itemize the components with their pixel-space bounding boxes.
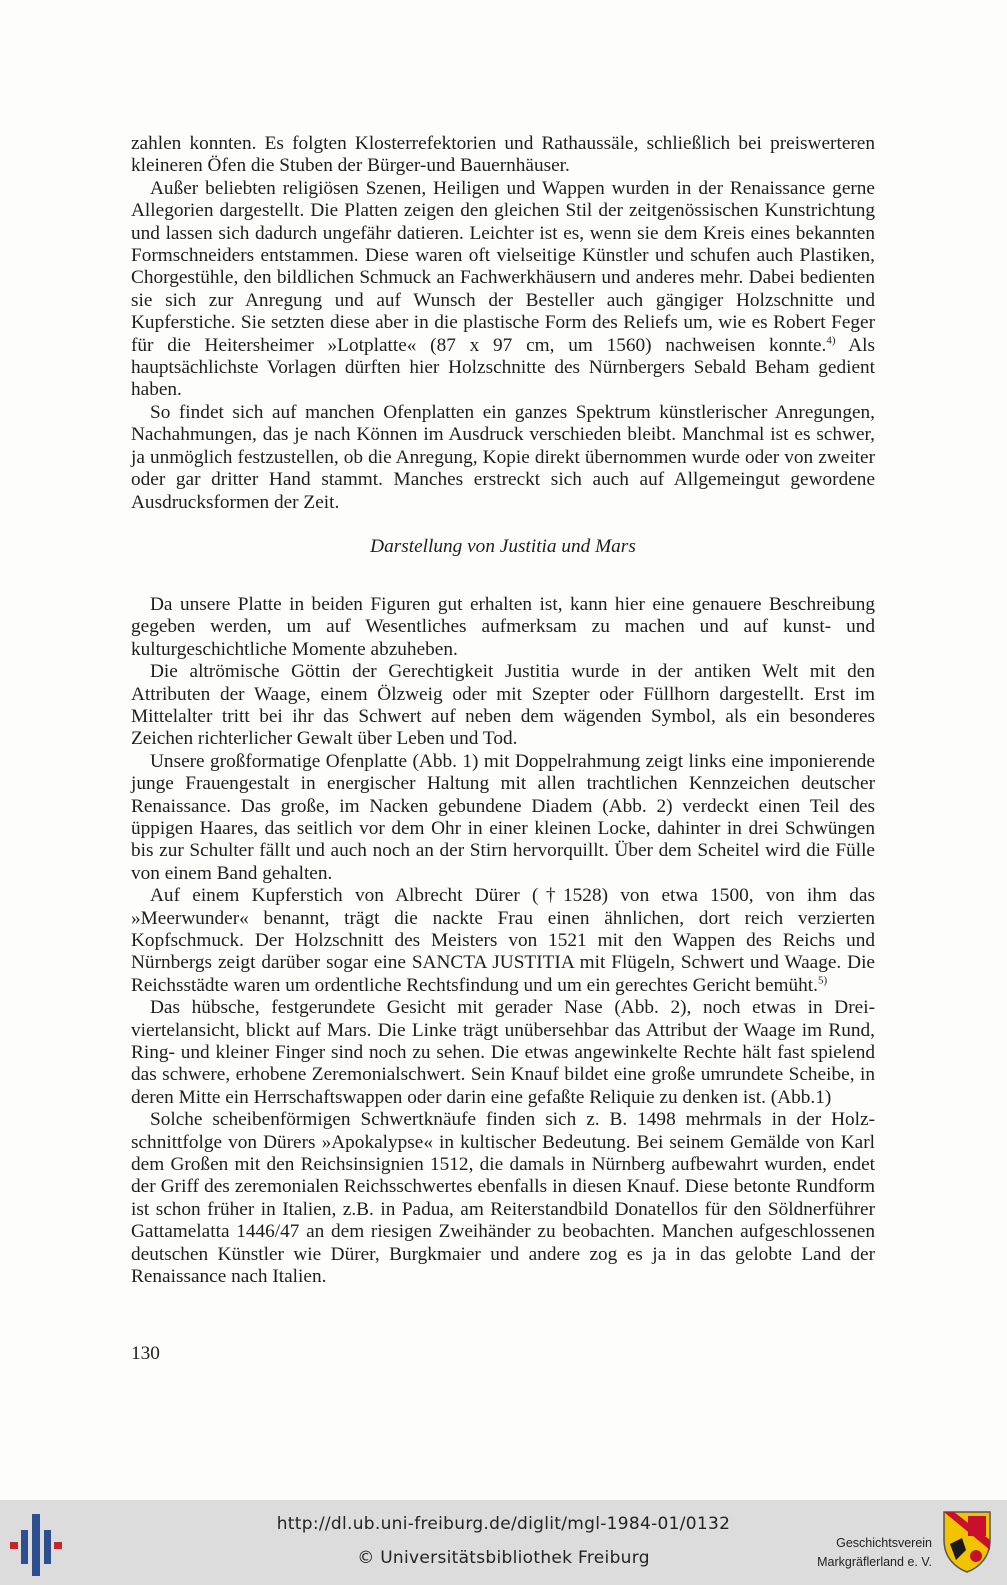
paragraph-text: Außer beliebten religiösen Szenen, Heiligen und Wappen wurden in der Renaissance gerne Allegorien dargestellt. Die Platten zeigen den gleichen Stil der zeitgenössischen Kunstrichtung und lassen sich dadurch ungefähr datieren. Leichter ist es, wenn sie dem Kreis eines bekannten Formschneiders entstammen. Diese waren oft vielseitige Künstler und schufen auch Plastiken, Chorgestühle, den bildlichen Schmuck an Fachwerkhäusern und anderes mehr. Dabei bedienten sie sich zur Anregung und auf Wunsch der Besteller auch gängiger Holzschnitte und Kupferstiche. Sie setzten diese aber in die plastische Form des Reliefs um, wie es Robert Feger für die Heitersheimer »Lotplatte« (87 x 97 cm, um 1560) nachweisen konnte. <box>131 177 875 356</box>
copyright-notice: © Universitätsbibliothek Freiburg <box>357 1548 650 1568</box>
society-name <box>812 1534 932 1572</box>
paragraph: Unsere großformatige Ofenplatte (Abb. 1) mit Doppelrahmung zeigt links eine imponierende junge Frauengestalt in energischer Haltung mit allen trachtlichen Kennzeichen deutscher Renaissance. Das große, im Nacken gebundene Diadem (Abb. 2) verdeckt einen Teil des üppigen Haares, das seitlich vor dem Ohr in einer kleinen Locke, dahinter in drei Schwüngen bis zur Schulter fällt und auch noch an der Stirn hervorquillt. Über dem Scheitel wird die Fülle von einem Band gehalten. <box>131 750 875 884</box>
section-heading: Darstellung von Justitia und Mars <box>370 535 636 557</box>
paragraph-text: Auf einem Kupferstich von Albrecht Dürer (†1528) von etwa 1500, von ihm das »Meerwunder« benannt, trägt die nackte Frau einen ähnlichen, dort reich verzierten Kopfschmuck. Der Holzschnitt des Meisters von 1521 mit den Wappen des Reichs und Nürnbergs zeigt darüber sogar eine SANCTA JUSTITIA mit Flügeln, Schwert und Waage. Die Reichsstädte waren um ordentliche Rechtsfindung und um ein gerechtes Gericht bemüht. <box>131 885 875 996</box>
paragraph: Solche scheibenförmigen Schwertknäufe finden sich z. B. 1498 mehrmals in der Holzschnittfolge von Dürers »Apokalypse« in kultischer Bedeutung. Bei seinem Gemälde von Karl dem Großen mit den Reichsinsignien 1512, die damals in Nürnberg aufbewahrt wurden, endet der Griff des zeremonialen Reichsschwertes ebenfalls in diesen Knauf. Diese betonte Rundform ist schon früher in Italien, z.B. in Padua, am Reiterstandbild Donatellos für den Söldnerführer Gattamelatta 1446/47 an dem riesigen Zweihänder zu beobachten. Manchen aufgeschlossenen deutschen Künstler wie Dürer, Burgkmaier und andere zog es ja in das gelobte Land der Renaissance nach Italien. <box>131 1109 875 1288</box>
footnote-ref: 5) <box>817 974 828 987</box>
coat-of-arms-icon <box>942 1510 992 1579</box>
page-number: 130 <box>131 1343 160 1364</box>
paragraph: zahlen konnten. Es folgten Klosterrefektorien und Rathaussäle, schließlich bei preiswerteren kleineren Öfen die Stuben der Bürger-und Bauernhäuser. <box>131 133 875 177</box>
body-text <box>131 133 875 1289</box>
paragraph: Die altrömische Göttin der Gerechtigkeit Justitia wurde in der antiken Welt mit den Attributen der Waage, einem Ölzweig oder mit Szepter oder Füllhorn dargestellt. Erst im Mittelalter tritt bei ihr das Schwert auf neben dem wägenden Symbol, als ein besonderes Zeichen richterlicher Gewalt über Leben und Tod. <box>131 661 875 750</box>
paragraph: Da unsere Platte in beiden Figuren gut erhalten ist, kann hier eine genauere Beschreibung gegeben werden, um auf Wesentliches aufmerksam zu machen und auf kunst- und kulturgeschichtliche Momente abzuheben. <box>131 593 875 660</box>
paragraph: So findet sich auf manchen Ofenplatten ein ganzes Spektrum künstlerischer Anregungen, Nachahmungen, das je nach Können im Ausdruck verschieden bleibt. Manchmal ist es schwer, ja unmöglich festzustellen, ob die Anregung, Kopie direkt übernommen wurde oder von zweiter oder gar dritter Hand stammt. Manches erstreckt sich auch auf Allgemeingut gewordene Ausdrucksformen der Zeit. <box>131 401 875 513</box>
society-line: Geschichtsverein <box>836 1536 932 1550</box>
viewer-footer <box>0 1500 1007 1585</box>
paragraph <box>131 885 875 997</box>
permalink-url[interactable]: http://dl.ub.uni-freiburg.de/diglit/mgl-1984-01/0132 <box>276 1514 731 1534</box>
paragraph <box>131 178 875 402</box>
footnote-ref: 4) <box>826 334 836 347</box>
society-line: Markgräflerland e. V. <box>817 1555 932 1569</box>
paragraph: Das hübsche, festgerundete Gesicht mit gerader Nase (Abb. 2), noch etwas in Dreiviertelansicht, blickt auf Mars. Die Linke trägt unübersehbar das Attribut der Waage im Rund, Ring- und kleiner Finger sind noch zu sehen. Die etwas angewinkelte Rechte hält fast spielend das schwere, erhobene Zeremonialschwert. Sein Knauf bildet eine große umrundete Scheibe, in deren Mitte ein Herrschaftswappen oder darin eine gefaßte Reliquie zu denken ist. (Abb.1) <box>131 997 875 1108</box>
paragraph-text: Als hauptsächlichste Vorlagen dürften hier Holzschnitte des Nürnbergers Sebald Beham gedient haben. <box>131 334 875 401</box>
